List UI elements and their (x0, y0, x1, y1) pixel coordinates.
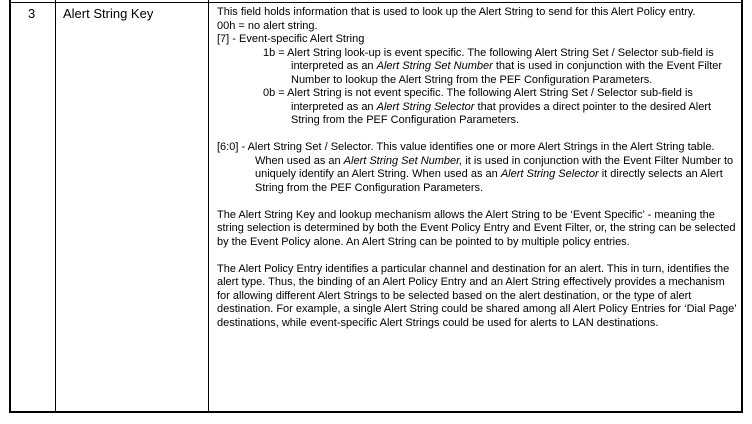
desc-bit7-1b-text: 1b = Alert String look-up is event specific. The following Alert String Set / Selector sub-field is interpreted as an (263, 46, 714, 72)
desc-bit7-1b-text2: that is used in conjunction with the Event Filter Number to lookup the Alert String from the PEF Configuration Parameters. (291, 60, 723, 86)
desc-intro: This field holds information that is used to look up the Alert String to send for this Alert Policy entry. (217, 6, 696, 18)
column-divider-1 (55, 0, 56, 413)
desc-key-mechanism: The Alert String Key and lookup mechanism allows the Alert String to be ‘Event Specific’ - meaning the string selection is determined by both the Event Policy Entry and Event Filter, or, the string can be selected by the Event Policy alone. An Alert String can be pointed to by multiple policy entries. (217, 208, 736, 248)
desc-bits-term2: Alert String Selector (500, 168, 599, 180)
byte-number-cell: 3 (28, 6, 36, 21)
desc-bits-term1: Alert String Set Number, (343, 154, 463, 167)
desc-bit7-0b-text2: that provides a direct pointer to the desired Alert String from the PEF Configuration Parameters. (291, 100, 712, 126)
column-divider-2 (208, 0, 209, 413)
desc-no-alert: 00h = no alert string. (217, 19, 318, 32)
desc-bit7-0b-term: Alert String Selector (376, 100, 475, 113)
desc-policy-entry: The Alert Policy Entry identifies a particular channel and destination for an alert. This in turn, identifies the alert type. Thus, the binding of an Alert Policy Entry and an Alert String effectively provides a mechanism for allowing different Alert Strings to be selected based on the alert destination, or the type of alert destination. For example, a single Alert String could be shared among all Alert Policy Entries for ‘Dial Page’ destinations, while event-specific Alert Strings could be used for alerts to LAN destinations. (217, 262, 737, 329)
desc-bits-text3: it directly selects an Alert String from the PEF Configuration Parameters. (255, 168, 723, 194)
desc-bit7-0b (253, 87, 737, 128)
desc-bit7-1b (253, 47, 737, 88)
desc-bit7-heading: [7] - Event-specific Alert String (217, 33, 365, 45)
field-name-cell: Alert String Key (63, 6, 154, 21)
desc-bits-text1: [6:0] - Alert String Set / Selector. This value identifies one or more Alert Strings in the Alert String table. When used as an (217, 141, 715, 167)
desc-bit7-0b-text: 0b = Alert String is not event specific. The following Alert String Set / Selector sub-field is interpreted as an (263, 87, 693, 113)
row-top-border (9, 2, 743, 3)
desc-bit7-1b-term: Alert String Set Number (376, 60, 493, 72)
description-cell (217, 6, 737, 330)
desc-bits-6-0 (217, 141, 737, 195)
desc-bits-text2: it is used in conjunction with the Event Filter Number to uniquely identify an Alert String. When used as an (255, 154, 734, 180)
